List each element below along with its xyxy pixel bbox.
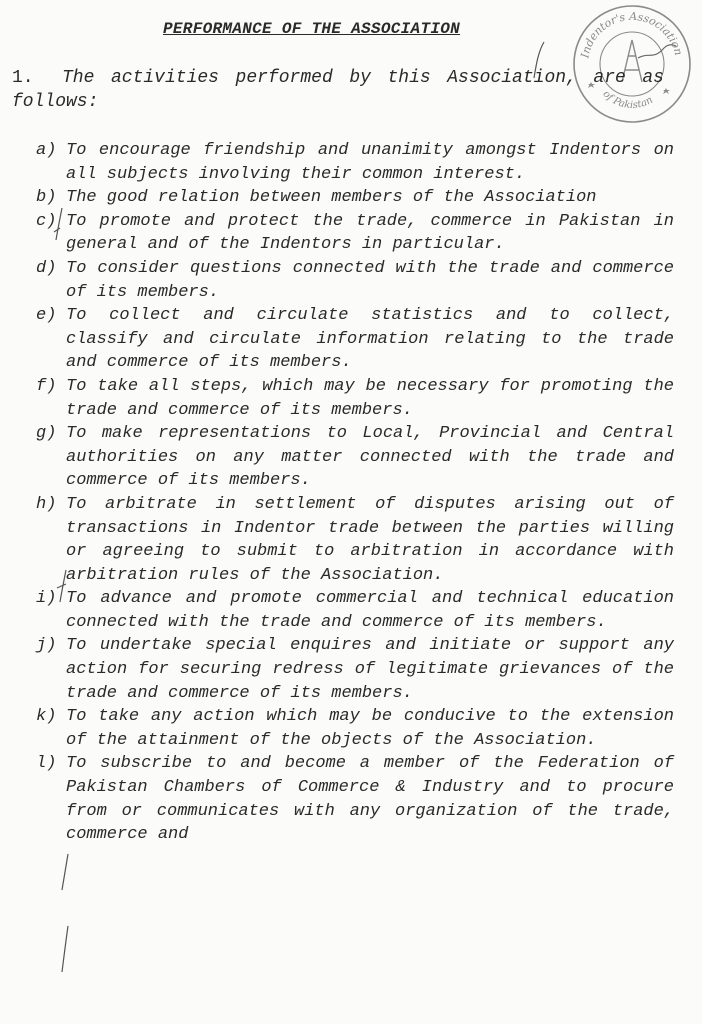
list-item-text: To collect and circulate statistics and to collect, classify and circulate information relating to the trade and commerce of its members. — [66, 306, 674, 373]
list-item-marker: a) — [36, 141, 57, 160]
list-item-marker: g) — [36, 424, 57, 444]
list-item-marker: d) — [36, 258, 57, 278]
list-item — [36, 705, 674, 752]
list-item-text: To take any action which may be conducive to the extension of the attainment of the objects of the Association. — [66, 707, 674, 750]
list-item-marker: i) — [36, 589, 57, 609]
list-item-text: To consider questions connected with the trade and commerce of its members. — [66, 258, 674, 302]
document-title: PERFORMANCE OF THE ASSOCIATION — [163, 20, 461, 38]
list-item-marker: e) — [36, 306, 57, 326]
list-item — [36, 304, 674, 375]
list-item-text: To promote and protect the trade, commerce in Pakistan in general and of the Indentors in particular. — [66, 211, 674, 255]
list-item — [36, 493, 674, 587]
list-item — [36, 752, 674, 846]
list-item — [36, 210, 674, 257]
list-item-text: To subscribe to and become a member of the Federation of Pakistan Chambers of Commerce & Industry and to procure from or communicates with any organization of the trade, commerce and — [66, 754, 674, 845]
list-item-marker: h) — [36, 494, 57, 514]
list-item-text: To advance and promote commercial and technical education connected with the trade and commerce of its members. — [66, 589, 674, 632]
pencil-tick-mark — [56, 924, 74, 974]
list-item-text: To encourage friendship and unanimity amongst Indentors on all subjects involving their common interest. — [66, 141, 674, 184]
list-item — [36, 186, 674, 210]
list-item-marker: j) — [36, 636, 57, 656]
paragraph-number: 1. — [12, 68, 34, 88]
list-item-text: To undertake special enquires and initiate or support any action for securing redress of legitimate grievances of the trade and commerce of its members. — [66, 636, 674, 703]
list-item-text: To arbitrate in settlement of disputes arising out of transactions in Indentor trade between the parties willing or agreeing to submit to arbitration in accordance with arbitration rules of the Association. — [66, 494, 674, 585]
pencil-tick-mark — [56, 852, 74, 892]
list-item — [36, 375, 674, 422]
list-item-marker: l) — [36, 754, 57, 774]
list-item — [36, 422, 674, 493]
activities-list — [36, 139, 674, 847]
list-item-text: To make representations to Local, Provincial and Central authorities on any matter connected with the trade and commerce of its members. — [66, 424, 674, 491]
list-item — [36, 257, 674, 304]
list-item-text: The good relation between members of the Association — [66, 188, 597, 208]
intro-text: The activities performed by this Association, are as follows: — [12, 68, 664, 112]
intro-paragraph — [12, 66, 664, 114]
list-item-marker: f) — [36, 376, 57, 396]
list-item-marker: k) — [36, 707, 57, 727]
svg-text:Indentor's Association: Indentor's Association — [578, 9, 686, 60]
svg-text:of Pakistan: of Pakistan — [600, 88, 655, 112]
list-item — [36, 587, 674, 634]
list-item — [36, 139, 674, 186]
list-item-marker: b) — [36, 188, 57, 208]
list-item-text: To take all steps, which may be necessary for promoting the trade and commerce of its members. — [66, 376, 674, 420]
list-item-marker: c) — [36, 211, 57, 231]
list-item — [36, 634, 674, 705]
